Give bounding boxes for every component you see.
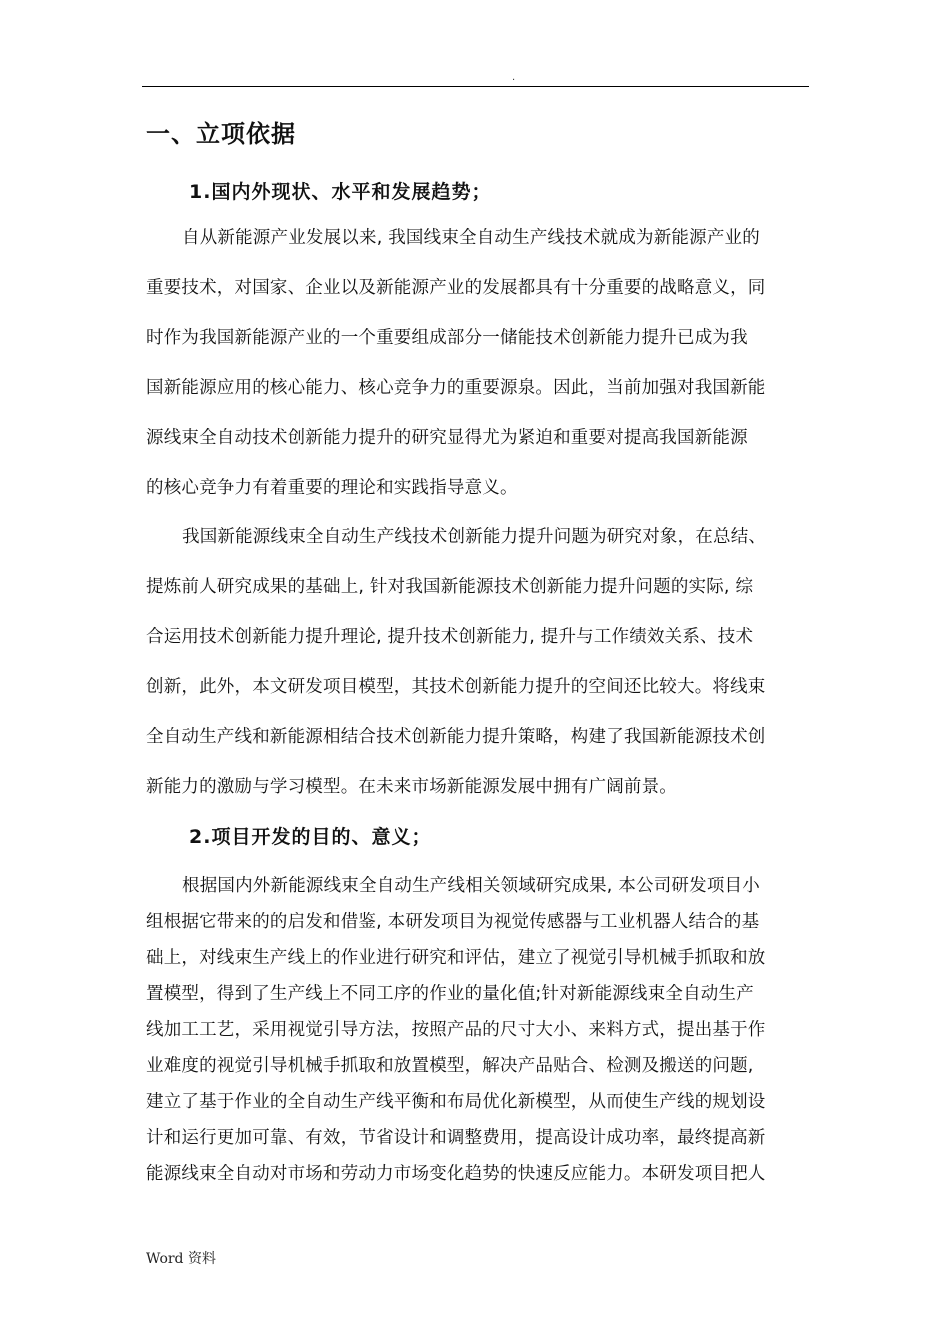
header-rule [142,86,809,87]
text-line: 础上，对线束生产线上的作业进行研究和评估，建立了视觉引导机械手抓取和放 [146,948,766,968]
text-line: 国新能源应用的核心能力、核心竞争力的重要源泉。因此，当前加强对我国新能 [146,378,766,398]
text-line: 全自动生产线和新能源相结合技术创新能力提升策略，构建了我国新能源技术创 [146,727,766,747]
header-dot: . [512,72,516,83]
text-line: 重要技术，对国家、企业以及新能源产业的发展都具有十分重要的战略意义，同 [146,278,766,298]
text-line: 能源线束全自动对市场和劳动力市场变化趋势的快速反应能力。本研发项目把人 [146,1164,766,1184]
subheading-status: 1.国内外现状、水平和发展趋势； [189,181,492,203]
text-line: 提炼前人研究成果的基础上, 针对我国新能源技术创新能力提升问题的实际, 综 [146,577,754,597]
section-title: 一、立项依据 [146,120,296,148]
text-line: 源线束全自动技术创新能力提升的研究显得尤为紧迫和重要对提高我国新能源 [146,428,748,448]
subheading-purpose: 2.项目开发的目的、意义； [189,826,432,848]
text-line: 时作为我国新能源产业的一个重要组成部分一储能技术创新能力提升已成为我 [146,328,748,348]
text-line: 自从新能源产业发展以来, 我国线束全自动生产线技术就成为新能源产业的 [182,228,760,248]
text-line: 的核心竞争力有着重要的理论和实践指导意义。 [146,478,518,498]
text-line: 我国新能源线束全自动生产线技术创新能力提升问题为研究对象，在总结、 [182,527,767,547]
text-line: 根据国内外新能源线束全自动生产线相关领域研究成果, 本公司研发项目小 [182,876,760,896]
text-line: 建立了基于作业的全自动生产线平衡和布局优化新模型，从而使生产线的规划设 [146,1092,766,1112]
text-line: 置模型，得到了生产线上不同工序的作业的量化值;针对新能源线束全自动生产 [146,984,754,1004]
text-line: 业难度的视觉引导机械手抓取和放置模型，解决产品贴合、检测及搬送的问题, [146,1056,754,1076]
footer-label: Word 资料 [146,1251,216,1267]
text-line: 计和运行更加可靠、有效，节省设计和调整费用，提高设计成功率，最终提高新 [146,1128,766,1148]
text-line: 合运用技术创新能力提升理论, 提升技术创新能力, 提升与工作绩效关系、技术 [146,627,754,647]
text-line: 线加工工艺，采用视觉引导方法，按照产品的尺寸大小、来料方式，提出基于作 [146,1020,766,1040]
text-line: 新能力的激励与学习模型。在未来市场新能源发展中拥有广阔前景。 [146,777,677,797]
text-line: 组根据它带来的的启发和借鉴, 本研发项目为视觉传感器与工业机器人结合的基 [146,912,760,932]
text-line: 创新，此外，本文研发项目模型，其技术创新能力提升的空间还比较大。将线束 [146,677,766,697]
